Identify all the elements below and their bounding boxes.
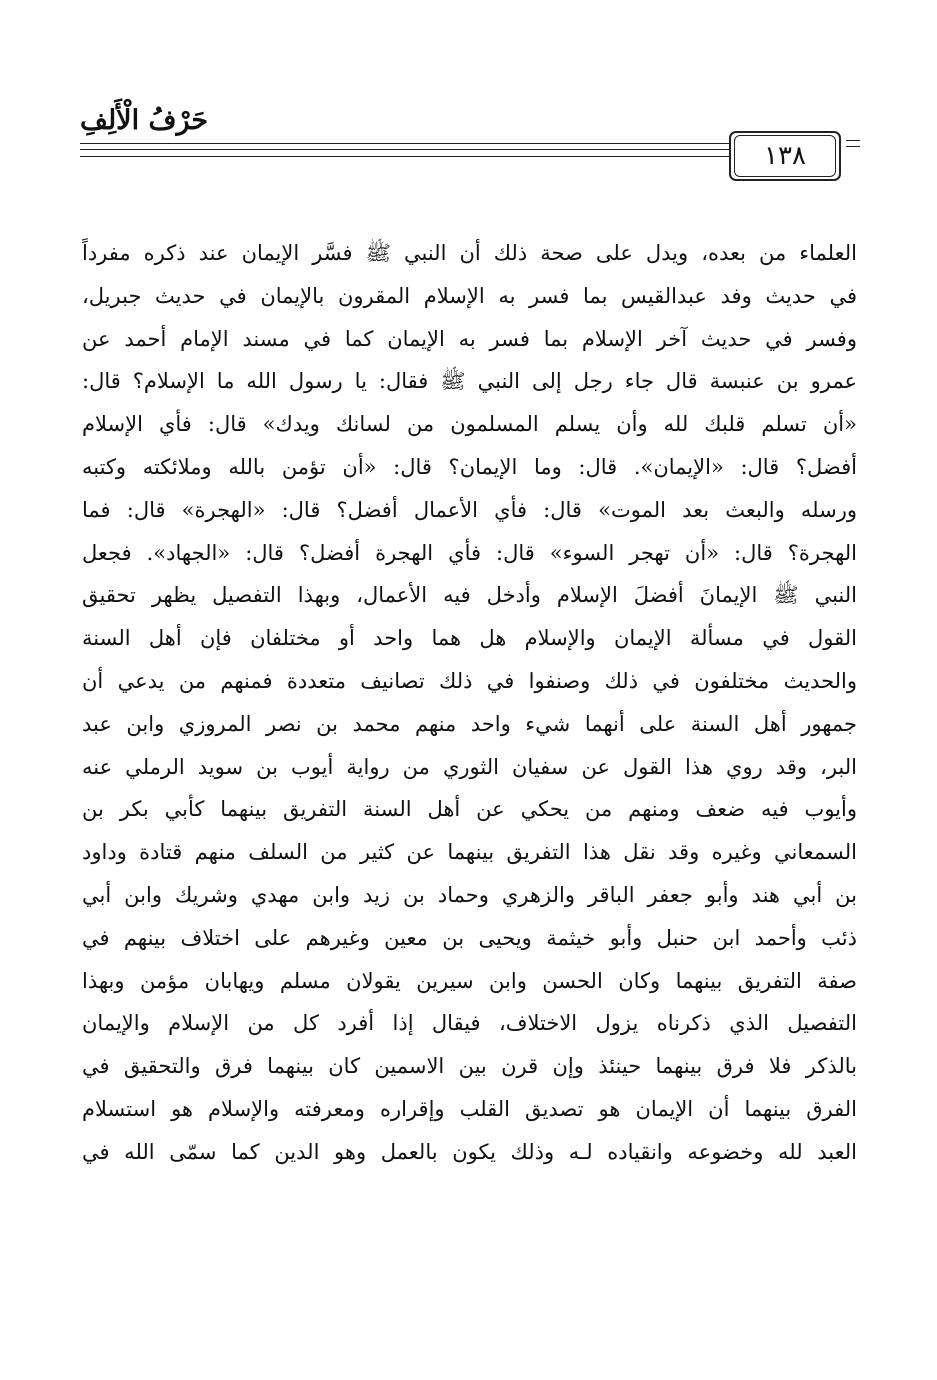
text-line: النبي ﷺ الإيمانَ أفضلَ الإسلام وأدخل فيه الأعمال، وبهذا التفصيل يظهر تحقيق <box>82 583 857 608</box>
running-header <box>80 95 858 185</box>
header-rule <box>80 143 730 144</box>
text-line: وأيوب فيه ضعف ومنهم من يحكي عن أهل السنة التفريق بينهما كأبي بكر بن <box>82 797 857 822</box>
text-line: عمرو بن عنبسة قال جاء رجل إلى النبي ﷺ فقال: يا رسول الله ما الإسلام؟ قال: <box>82 369 857 394</box>
text-line: في حديث وفد عبدالقيس بما فسر به الإسلام المقرون بالإيمان في حديث جبريل، <box>82 283 857 308</box>
header-rule <box>80 149 730 150</box>
text-line: صفة التفريق بينهما وكان الحسن وابن سيرين يقولان مسلم ويهابان مؤمن وبهذا <box>82 968 857 993</box>
page-number: ١٣٨ <box>734 135 836 177</box>
text-line: ذئب وأحمد ابن حنبل وأبو خيثمة ويحيى بن معين وغيرهم على اختلاف بينهم في <box>82 925 857 950</box>
text-line: العلماء من بعده، ويدل على صحة ذلك أن النبي ﷺ فسَّر الإيمان عند ذكره مفرداً <box>82 241 857 265</box>
text-line: التفصيل الذي ذكرناه يزول الاختلاف، فيقال إذا أفرد كل من الإسلام والإيمان <box>82 1011 857 1036</box>
text-line: «أن تسلم قلبك لله وأن يسلم المسلمون من لسانك ويدك» قال: فأي الإسلام <box>82 412 857 437</box>
text-line: بالذكر فلا فرق بينهما حينئذ وإن قرن بين الاسمين كان بينهما فرق والتحقيق في <box>82 1054 857 1079</box>
text-line: السمعاني وغيره وقد نقل هذا التفريق بينهما عن كثير من السلف منهم قتادة وداود <box>82 840 857 865</box>
text-line: البر، وقد روي هذا القول عن سفيان الثوري من رواية أيوب بن سويد الرملي عنه <box>82 754 857 779</box>
text-line: وفسر في حديث آخر الإسلام بما فسر به الإيمان كما في مسند الإمام أحمد عن <box>82 326 857 351</box>
text-line: بن أبي هند وأبو جعفر الباقر والزهري وحماد بن زيد وابن مهدي وشريك وابن أبي <box>82 882 857 907</box>
header-rule <box>80 156 730 157</box>
text-line: أفضل؟ قال: «الإيمان». قال: وما الإيمان؟ قال: «أن تؤمن بالله وملائكته وكتبه <box>82 454 857 479</box>
text-line: العبد لله وخضوعه وانقياده لـه وذلك يكون بالعمل وهو الدين كما سمّى الله في <box>82 1139 857 1164</box>
body-text <box>82 232 857 1174</box>
header-edge-mark <box>846 140 860 154</box>
text-line: الهجرة؟ قال: «أن تهجر السوء» قال: فأي الهجرة أفضل؟ قال: «الجهاد». فجعل <box>82 540 857 565</box>
text-line: القول في مسألة الإيمان والإسلام هل هما واحد أو مختلفان فإن أهل السنة <box>82 626 857 651</box>
text-line: والحديث مختلفون في ذلك وصنفوا في ذلك تصانيف متعددة فمنهم من يدعي أن <box>82 668 857 693</box>
text-line: الفرق بينهما أن الإيمان هو تصديق القلب وإقراره ومعرفته والإسلام هو استسلام <box>82 1096 857 1121</box>
chapter-title: حَرْفُ الْأَلِفِ <box>80 105 209 136</box>
text-line: جمهور أهل السنة على أنهما شيء واحد منهم محمد بن نصر المروزي وابن عبد <box>82 711 857 736</box>
text-line: ورسله والبعث بعد الموت» قال: فأي الأعمال أفضل؟ قال: «الهجرة» قال: فما <box>82 497 857 522</box>
